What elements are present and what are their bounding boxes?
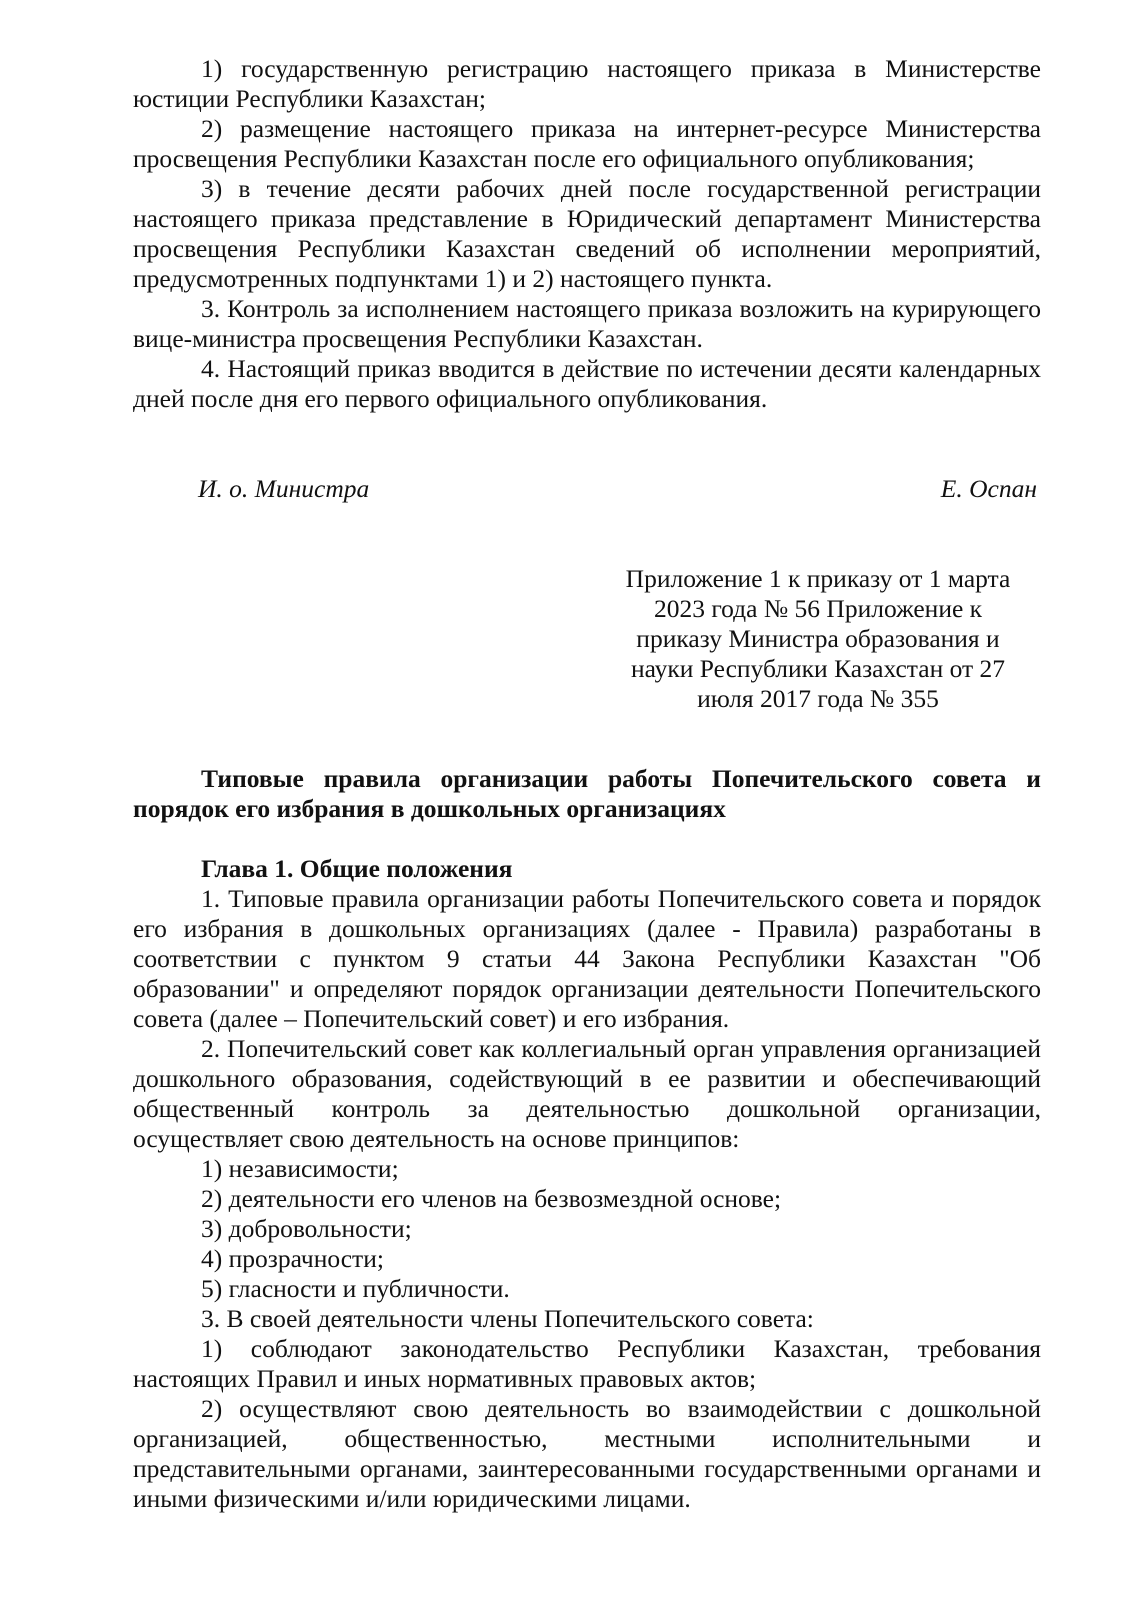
document-title: Типовые правила организации работы Попечительского совета и порядок его избрания в дошкольных организациях (133, 764, 1041, 823)
paragraph-point-3: 3. Контроль за исполнением настоящего приказа возложить на курирующего вице-министра просвещения Республики Казахстан. (133, 294, 1041, 353)
principle-item: 4) прозрачности; (201, 1244, 384, 1273)
principle-item: 3) добровольности; (201, 1214, 412, 1243)
signature-block (133, 474, 1041, 504)
principle-item: 2) деятельности его членов на безвозмездной основе; (201, 1184, 782, 1213)
paragraph-subpoint-3: 3) в течение десяти рабочих дней после государственной регистрации настоящего приказа представление в Юридический департамент Министерства просвещения Республики Казахстан сведений об исполнении мероприятий, предусмотренных подпунктами 1) и 2) настоящего пункта. (133, 174, 1041, 293)
signature-position: И. о. Министра (198, 474, 370, 503)
paragraph-rule-3: 3. В своей деятельности члены Попечительского совета: (201, 1304, 814, 1333)
rule-3-item: 2) осуществляют свою деятельность во взаимодействии с дошкольной организацией, общественностью, местными исполнительными и представительными органами, заинтересованными государственными органами и иными физическими и/или юридическими лицами. (133, 1394, 1041, 1513)
paragraph-rule-1: 1. Типовые правила организации работы Попечительского совета и порядок его избрания в дошкольных организациях (далее - Правила) разработаны в соответствии с пунктом 9 статьи 44 Закона Республики Казахстан "Об образовании" и определяют порядок организации деятельности Попечительского совета (далее – Попечительский совет) и его избрания. (133, 884, 1041, 1033)
rule-3-item: 1) соблюдают законодательство Республики Казахстан, требования настоящих Правил и иных нормативных правовых актов; (133, 1334, 1041, 1393)
paragraph-subpoint-2: 2) размещение настоящего приказа на интернет-ресурсе Министерства просвещения Республики Казахстан после его официального опубликования; (133, 114, 1041, 173)
chapter-heading: Глава 1. Общие положения (201, 854, 513, 883)
signature-name: Е. Оспан (940, 474, 1037, 503)
document-page (133, 54, 1041, 1514)
paragraph-rule-2: 2. Попечительский совет как коллегиальный орган управления организацией дошкольного образования, содействующий в ее развитии и обеспечивающий общественный контроль за деятельностью дошкольной организации, осуществляет свою деятельность на основе принципов: (133, 1034, 1041, 1153)
appendix-note: Приложение 1 к приказу от 1 марта 2023 года № 56 Приложение к приказу Министра образования и науки Республики Казахстан от 27 июля 2017 года № 355 (625, 564, 1011, 713)
principle-item: 1) независимости; (201, 1154, 399, 1183)
principle-item: 5) гласности и публичности. (201, 1274, 510, 1303)
paragraph-point-4: 4. Настоящий приказ вводится в действие по истечении десяти календарных дней после дня его первого официального опубликования. (133, 354, 1041, 413)
paragraph-subpoint-1: 1) государственную регистрацию настоящего приказа в Министерстве юстиции Республики Казахстан; (133, 54, 1041, 113)
